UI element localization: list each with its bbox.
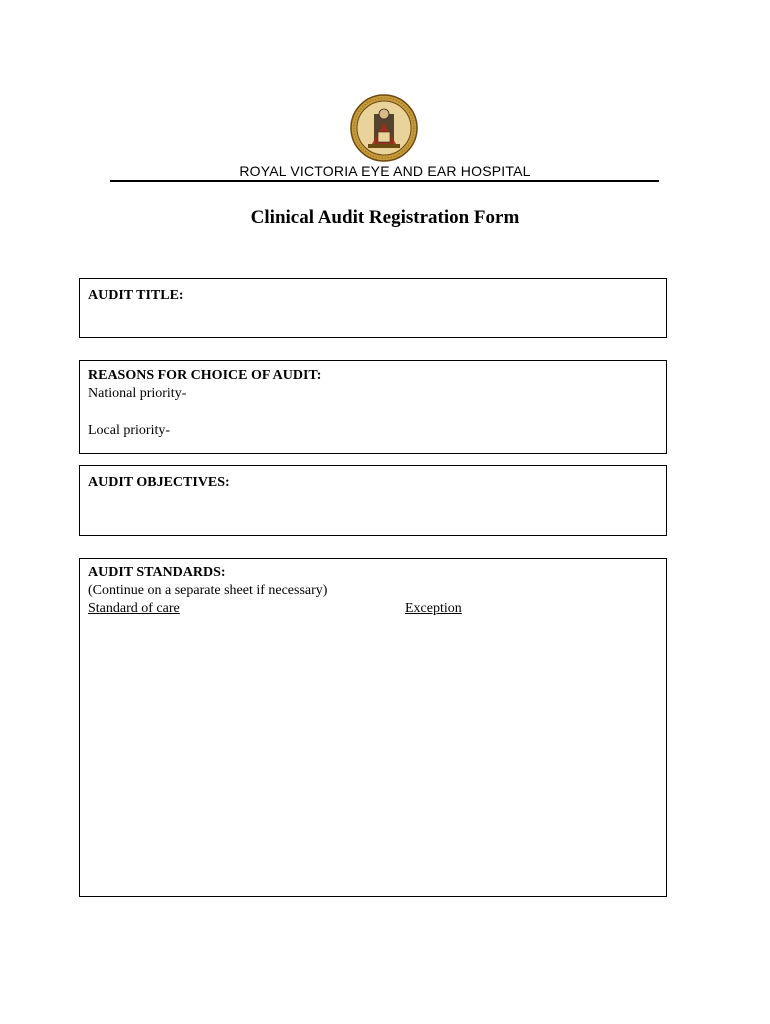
hospital-name: ROYAL VICTORIA EYE AND EAR HOSPITAL: [239, 163, 531, 179]
form-title: Clinical Audit Registration Form: [250, 207, 520, 228]
audit-title-section[interactable]: [79, 278, 667, 338]
national-priority-label: National priority-: [88, 386, 187, 401]
objectives-label: AUDIT OBJECTIVES:: [88, 475, 230, 490]
audit-title-label: AUDIT TITLE:: [88, 288, 184, 303]
header-divider: [110, 180, 659, 182]
standard-of-care-heading: Standard of care: [88, 601, 180, 616]
standards-label: AUDIT STANDARDS:: [88, 565, 226, 580]
standards-section[interactable]: [79, 558, 667, 897]
local-priority-label: Local priority-: [88, 423, 171, 438]
objectives-section[interactable]: [79, 465, 667, 536]
spacer: [88, 403, 658, 422]
hospital-seal-icon: [350, 94, 418, 162]
reasons-label: REASONS FOR CHOICE OF AUDIT:: [88, 368, 322, 383]
standards-columns: [88, 600, 658, 618]
exception-heading: Exception: [405, 601, 462, 616]
standards-note: (Continue on a separate sheet if necessary): [88, 583, 328, 598]
reasons-section[interactable]: [79, 360, 667, 454]
